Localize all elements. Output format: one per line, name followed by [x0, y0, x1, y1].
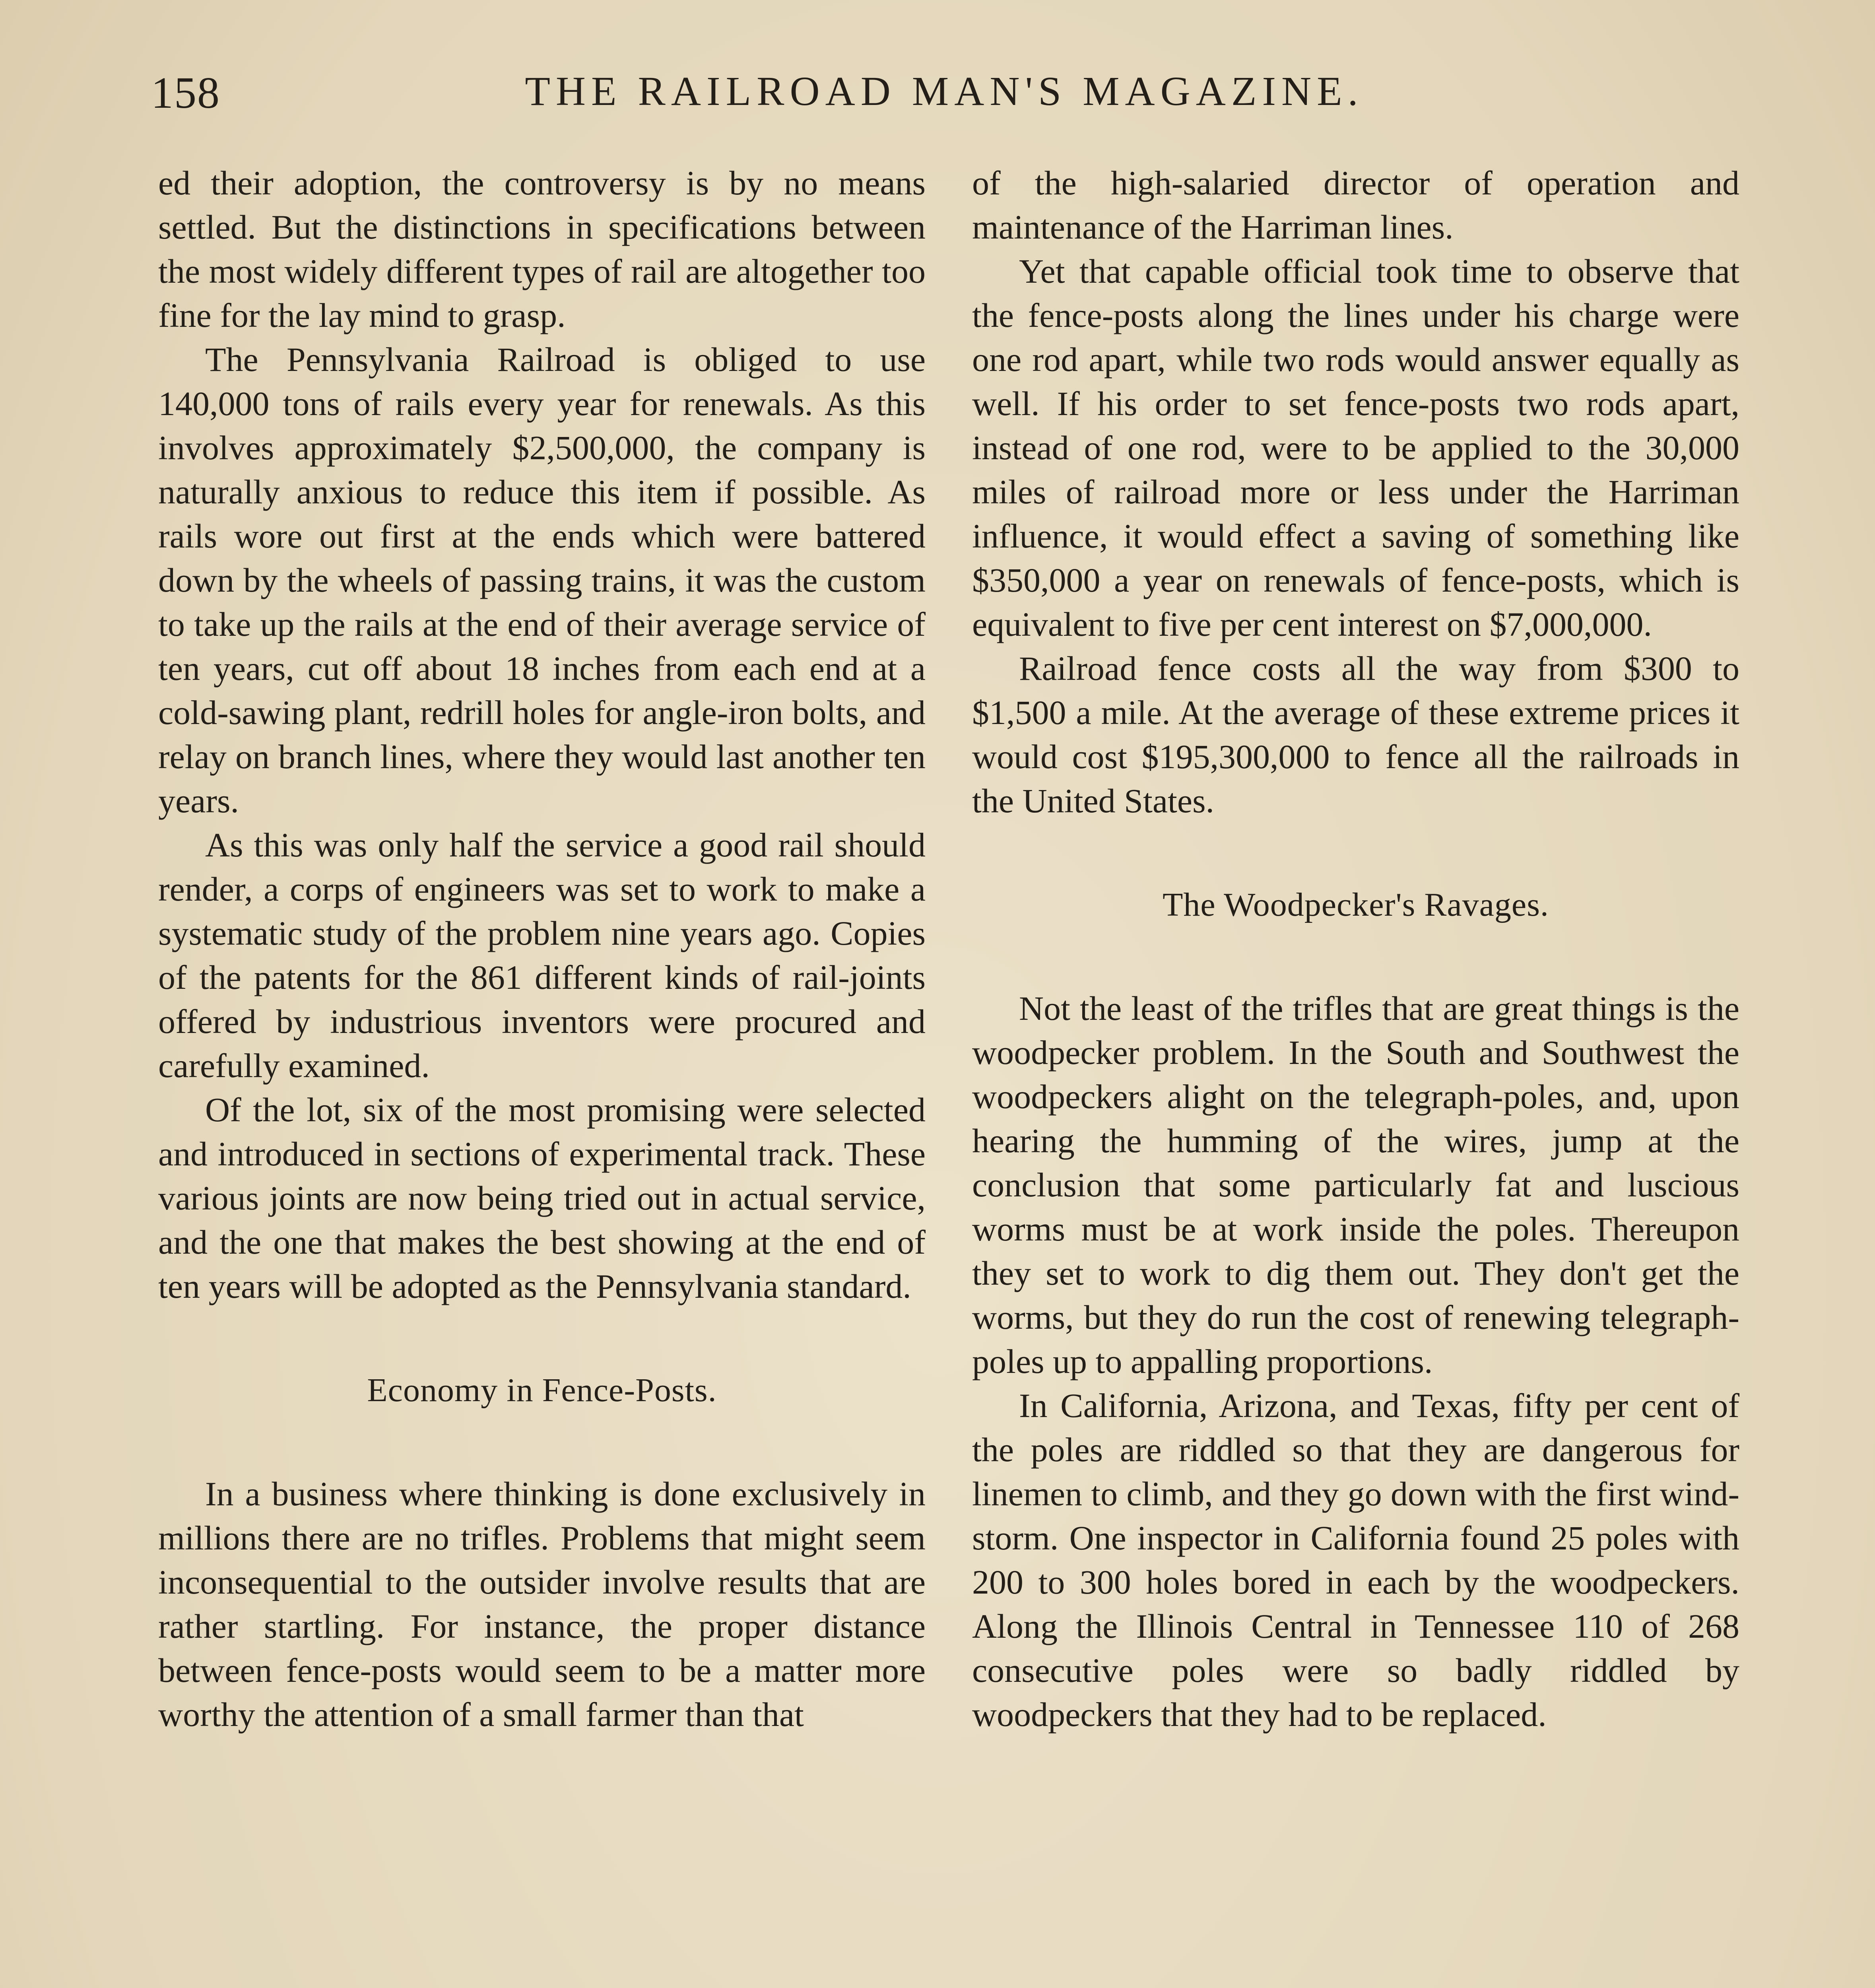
- section-heading: The Woodpecker's Ravages.: [1163, 886, 1549, 923]
- paragraph: Of the lot, six of the most promising were selected and introduced in sections of experimental track. These various joints are now being tried out in actual service, and the one that makes the best showing at the end of ten years will be adopted as the Pennsylvania standard.: [158, 1091, 926, 1305]
- page-header: [151, 60, 1737, 123]
- left-column: [158, 161, 926, 1737]
- page-number: 158: [151, 68, 220, 118]
- paragraph: The Pennsylvania Railroad is obliged to use 140,000 tons of rails every year for renewals. As this involves approximately $2,500,000, the company is naturally anxious to reduce this item if possible. As rails wore out first at the ends which were battered down by the wheels of passing trains, it was the custom to take up the rails at the end of their average service of ten years, cut off about 18 inches from each end at a cold-sawing plant, redrill holes for angle-iron bolts, and relay on branch lines, where they would last another ten years.: [158, 340, 926, 820]
- paragraph: ed their adoption, the controversy is by no means settled. But the distinctions in specifications between the most widely different types of rail are altogether too fine for the lay mind to grasp.: [158, 164, 926, 334]
- paragraph: Yet that capable official took time to observe that the fence-posts along the lines under his charge were one rod apart, while two rods would answer equally as well. If his order to set fence-posts two rods apart, instead of one rod, were to be applied to the 30,000 miles of railroad more or less under the Harriman influence, it would effect a saving of something like $350,000 a year on renewals of fence-posts, which is equivalent to five per cent interest on $7,000,000.: [972, 252, 1739, 643]
- running-title: THE RAILROAD MAN'S MAGAZINE.: [525, 68, 1364, 114]
- right-column: [972, 161, 1739, 1737]
- paragraph: As this was only half the service a good rail should render, a corps of engineers was set to work to make a systematic study of the problem nine years ago. Copies of the patents for the 861 different kinds of rail-joints offered by industrious inventors were procured and carefully examined.: [158, 826, 926, 1085]
- paragraph: of the high-salaried director of operation and maintenance of the Harriman lines.: [972, 164, 1739, 246]
- paragraph: Not the least of the trifles that are great things is the woodpecker problem. In the South and Southwest the woodpeckers alight on the telegraph-poles, and, upon hearing the humming of the wires, jump at the conclusion that some particularly fat and luscious worms must be at work inside the poles. Thereupon they set to work to dig them out. They don't get the worms, but they do run the cost of renewing telegraph-poles up to appalling proportions.: [972, 989, 1739, 1380]
- section-heading: Economy in Fence-Posts.: [367, 1372, 717, 1409]
- paragraph: In California, Arizona, and Texas, fifty per cent of the poles are riddled so that they are dangerous for linemen to climb, and they go down with the first wind-storm. One inspector in California found 25 poles with 200 to 300 holes bored in each by the woodpeckers. Along the Illinois Central in Tennessee 110 of 268 consecutive poles were so badly riddled by woodpeckers that they had to be replaced.: [972, 1386, 1739, 1734]
- paragraph: Railroad fence costs all the way from $300 to $1,500 a mile. At the average of these extreme prices it would cost $195,300,000 to fence all the railroads in the United States.: [972, 649, 1739, 820]
- paragraph: In a business where thinking is done exclusively in millions there are no trifles. Problems that might seem inconsequential to the outsider involve results that are rather startling. For instance, the proper distance between fence-posts would seem to be a matter more worthy the attention of a small farmer than that: [158, 1475, 926, 1734]
